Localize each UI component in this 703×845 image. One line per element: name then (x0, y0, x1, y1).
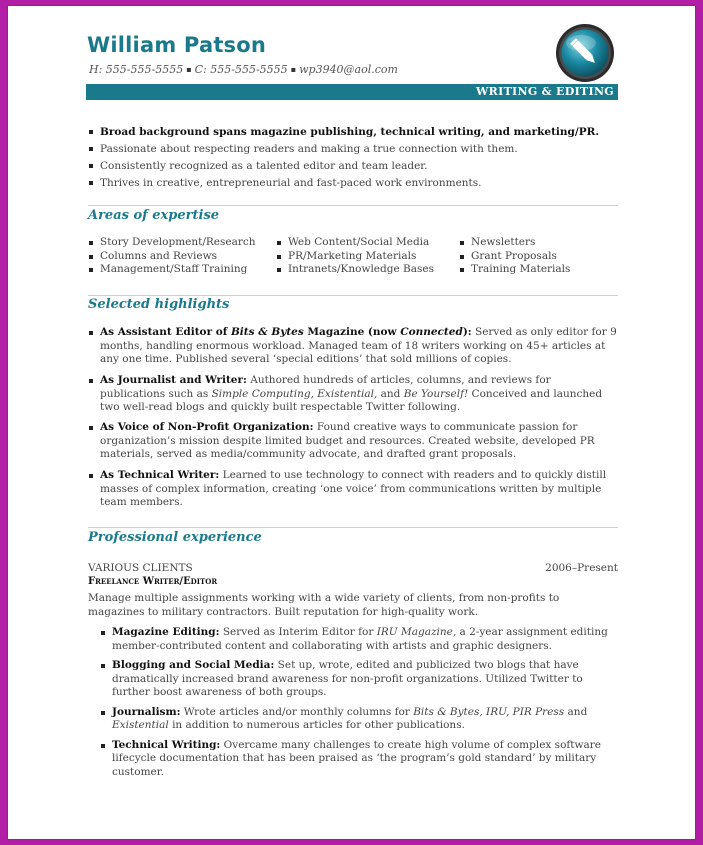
list-item: Management/Staff Training (88, 263, 256, 277)
bullet-text: and (564, 705, 588, 718)
list-item: Intranets/Knowledge Bases (276, 263, 434, 277)
bullet-text: Bits & Bytes, IRU, PIR Press (413, 705, 565, 718)
expertise-heading: Areas of expertise (88, 208, 220, 223)
bullet-text: IRU Magazine, (376, 626, 457, 638)
highlight-text: Be Yourself! (403, 387, 469, 400)
job-header (88, 562, 618, 574)
bullet-text: in addition to numerous articles for other publications. (168, 719, 465, 731)
job-bullets (100, 626, 618, 785)
list-item (100, 626, 618, 653)
highlight-text: Learned to use technology to connect with readers and to quickly distill masses of complex information, creating ‘one voice’ from communications written by multiple team members. (100, 469, 607, 508)
list-item: Web Content/Social Media (276, 236, 434, 250)
cell-phone: C: 555-555-5555 (194, 63, 288, 76)
bullet-text: Wrote articles and/or monthly columns for (180, 705, 414, 718)
list-item: Grant Proposals (459, 250, 570, 264)
list-item: Broad background spans magazine publishing, technical writing, and marketing/PR. (88, 124, 618, 141)
list-item: PR/Marketing Materials (276, 250, 434, 264)
resume-page (8, 6, 695, 839)
bullet-label: Journalism: (112, 705, 181, 718)
highlights-list (88, 374, 618, 415)
list-item (100, 739, 618, 780)
highlight-item (88, 469, 618, 510)
list-item: Columns and Reviews (88, 250, 256, 264)
bullet-label: Blogging and Social Media: (112, 659, 275, 671)
experience-heading: Professional experience (88, 530, 262, 545)
label-part: ): (462, 326, 472, 338)
highlight-item (88, 421, 618, 462)
highlight-label: As Technical Writer: (100, 469, 220, 481)
expertise-column-1 (88, 236, 256, 277)
list-item: Story Development/Research (88, 236, 256, 250)
bullet-text: Existential (112, 719, 169, 731)
list-item (100, 659, 618, 700)
job-dates: 2006–Present (545, 562, 618, 574)
divider (88, 295, 618, 296)
section-banner (86, 84, 618, 100)
home-phone: H: 555-555-5555 (89, 63, 184, 76)
highlight-item (88, 326, 618, 367)
highlight-item (88, 374, 618, 415)
label-part: Magazine (now (303, 326, 401, 338)
highlights-list (88, 469, 618, 510)
separator: ▪ (290, 65, 297, 74)
contact-line (89, 63, 398, 76)
bullet-text: Overcame many challenges to create high volume of complex software lifecycle documentation that has been praised as ‘the program’s gold standard’ by military customer. (112, 738, 601, 778)
list-item: Passionate about respecting readers and making a true connection with them. (88, 141, 618, 158)
job-title: Freelance Writer/Editor (88, 576, 218, 587)
list-item: Thrives in creative, entrepreneurial and fast-paced work environments. (88, 175, 618, 192)
highlight-label: As Journalist and Writer: (100, 374, 247, 386)
divider (88, 205, 618, 206)
expertise-column-2 (276, 236, 434, 277)
highlight-text: and (377, 387, 404, 400)
highlights-heading: Selected highlights (88, 297, 230, 312)
highlight-text: Served as only editor for 9 months, handling enormous workload. Managed team of 18 writers working on 45+ articles at any one time. Published several ‘special editions’ that sold millions of copies. (100, 326, 617, 365)
label-part: Bits & Bytes (230, 326, 304, 338)
employer: VARIOUS CLIENTS (88, 562, 193, 574)
divider (88, 527, 618, 528)
highlight-label: As Voice of Non-Profit Organization: (100, 421, 314, 433)
highlights-list (88, 326, 618, 367)
highlights-list (88, 421, 618, 462)
highlight-label (100, 326, 472, 338)
bullet-text: Served as Interim Editor for (219, 626, 377, 638)
pen-badge-icon (554, 22, 616, 84)
separator: ▪ (186, 65, 192, 74)
candidate-name: William Patson (87, 33, 267, 57)
highlight-text: Found creative ways to communicate passion for organization’s mission despite limited budget and resources. Created website, developed PR materials, served as media/community advocate, and drafted grant proposals. (100, 421, 595, 460)
bullet-label: Magazine Editing: (112, 626, 220, 638)
banner-title: WRITING & EDITING (476, 85, 614, 98)
expertise-column-3 (459, 236, 570, 277)
highlight-text: Conceived and launched two well-read blogs and quickly built respectable Twitter following. (100, 387, 603, 413)
list-item: Training Materials (459, 263, 570, 277)
bullet-text: Set up, wrote, edited and publicized two blogs that have dramatically increased brand awareness for non-profit organizations. Utilized Twitter to further boost awareness of both groups. (112, 659, 583, 698)
label-part: Connected (400, 326, 463, 338)
list-item: Consistently recognized as a talented editor and team leader. (88, 158, 618, 175)
list-item (100, 706, 618, 733)
highlight-text: Simple Computing, Existential, (211, 387, 378, 400)
label-part: As Assistant Editor of (100, 326, 231, 338)
highlight-text: Authored hundreds of articles, columns, and reviews for publications such as (100, 374, 551, 400)
list-item: Newsletters (459, 236, 570, 250)
email-address: wp3940@aol.com (299, 63, 398, 76)
job-description: Manage multiple assignments working with a wide variety of clients, from non-profits to magazines to military contractors. Built reputation for high-quality work. (88, 592, 560, 618)
bullet-text: a 2-year assignment editing member-contributed content and collaborating with artists and graphic designers. (112, 626, 608, 652)
summary-list (88, 124, 618, 192)
bullet-label: Technical Writing: (112, 738, 221, 751)
